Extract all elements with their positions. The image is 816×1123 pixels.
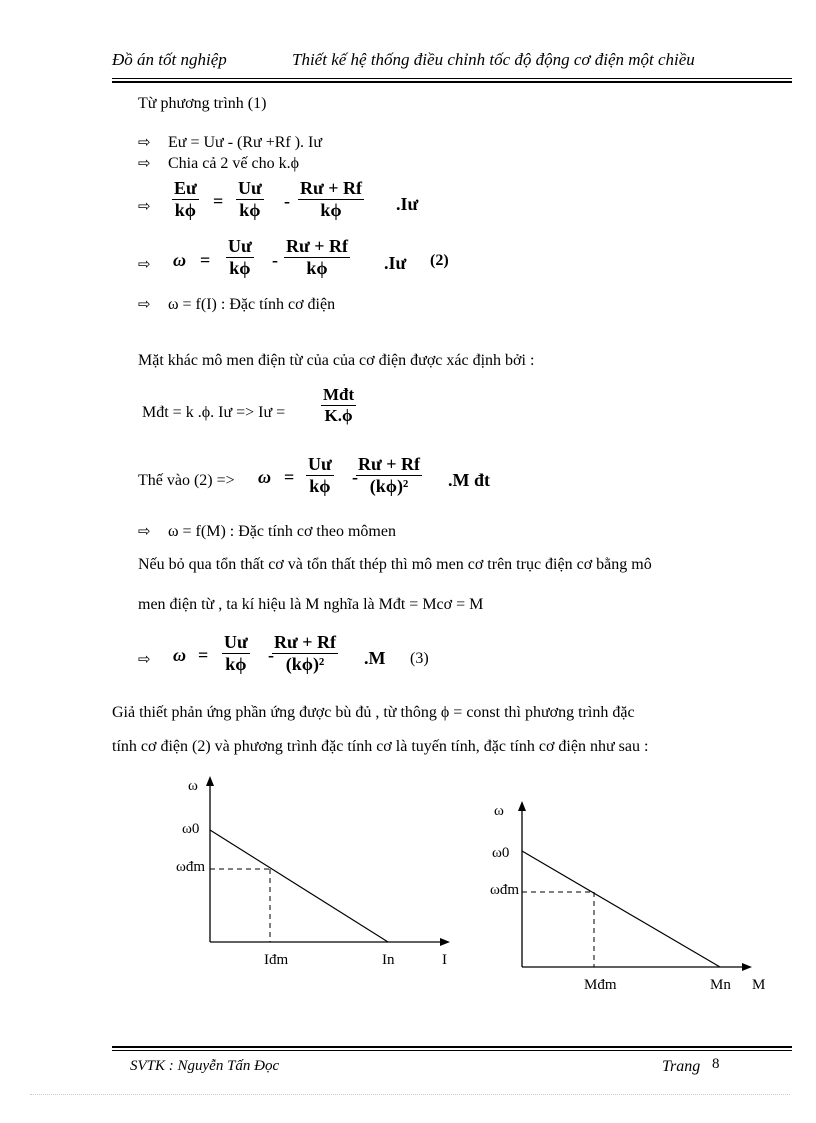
arrow-icon: ⇨ — [138, 650, 151, 668]
paragraph-moment: Mặt khác mô men điện từ của của cơ điện được xác định bởi : — [138, 352, 535, 369]
footer-page-number: 8 — [712, 1056, 720, 1072]
frac-r-over-kphi: Rư + Rf kϕ — [300, 178, 363, 220]
page-bottom-dotted-rule — [30, 1094, 790, 1095]
footer-author: SVTK : Nguyễn Tấn Đọc — [130, 1058, 280, 1074]
i-dm-label: Iđm — [264, 952, 289, 968]
paragraph-assume-2: tính cơ điện (2) và phương trình đặc tính cơ là tuyến tính, đặc tính cơ điện như sau : — [112, 738, 649, 755]
eq3a-frac-r: Rư + Rf (kϕ)² — [358, 454, 421, 496]
frac-u-over-kphi: Uư kϕ — [238, 178, 262, 220]
m-dm-label: Mđm — [584, 977, 617, 993]
omega-dm-label: ωđm — [490, 882, 520, 898]
x-axis-arrow — [440, 938, 450, 946]
eq2-tail: .Iư — [384, 253, 407, 273]
omega-symbol: ω — [258, 467, 272, 487]
x-axis-label: M — [752, 977, 766, 993]
frac1-tail: .Iư — [396, 194, 419, 214]
header-rule-thin — [112, 78, 792, 79]
arrow-icon: ⇨ — [138, 295, 151, 313]
m-n-label: Mn — [710, 977, 731, 993]
paragraph-loss-1: Nếu bỏ qua tổn thất cơ và tổn thất thép thì mô men cơ trên trục điện cơ bằng mô — [138, 556, 652, 573]
graph-right — [486, 795, 786, 1005]
divide-line: Chia cả 2 vế cho k.ϕ — [168, 155, 300, 172]
x-axis-label: I — [442, 952, 447, 968]
mdt-equation: Mđt = k .ϕ. Iư => Iư = — [142, 404, 286, 421]
eq2-frac-r: Rư + Rf kϕ — [286, 236, 349, 278]
omega-f-m: ω = f(M) : Đặc tính cơ theo mômen — [168, 523, 396, 540]
header-title-right: Thiết kế hệ thống điều chỉnh tốc độ động cơ điện một chiều — [292, 50, 695, 69]
y-axis-arrow — [206, 776, 214, 786]
eq3a-frac-u: Uư kϕ — [308, 454, 332, 496]
eq3-tail: .M — [364, 648, 386, 668]
arrow-icon: ⇨ — [138, 197, 151, 215]
eq3-frac-r: Rư + Rf (kϕ)² — [274, 632, 337, 674]
omega0-label: ω0 — [492, 845, 510, 861]
i-n-label: In — [382, 952, 395, 968]
frac-e-over-kphi: Eư kϕ — [174, 178, 197, 220]
characteristic-line — [522, 851, 720, 967]
header-title-left: Đồ án tốt nghiệp — [112, 50, 227, 69]
paragraph-loss-2: men điện từ , ta kí hiệu là M nghĩa là Mđt = Mcơ = M — [138, 596, 484, 613]
omega-f-i: ω = f(I) : Đặc tính cơ điện — [168, 296, 336, 313]
footer-rule-thin — [112, 1050, 792, 1051]
substitute-label: Thế vào (2) => — [138, 472, 235, 489]
omega0-label: ω0 — [182, 821, 200, 837]
arrow-icon: ⇨ — [138, 133, 151, 151]
y-axis-arrow — [518, 801, 526, 811]
intro-line: Từ phương trình (1) — [138, 95, 267, 112]
omega-symbol: ω — [173, 645, 187, 665]
arrow-icon: ⇨ — [138, 522, 151, 540]
y-axis-label: ω — [494, 803, 504, 819]
characteristic-line — [210, 830, 388, 942]
graph-left — [170, 770, 470, 980]
paragraph-assume-1: Giả thiết phản ứng phần ứng được bù đủ , từ thông ϕ = const thì phương trình đặc — [112, 704, 635, 721]
footer-rule-thick — [112, 1046, 792, 1048]
header-rule-thick — [112, 81, 792, 83]
omega-symbol: ω — [173, 250, 187, 270]
omega-dm-label: ωđm — [176, 859, 206, 875]
eq3-frac-u: Uư kϕ — [224, 632, 248, 674]
eq3a-tail: .M đt — [448, 470, 490, 490]
eq2-frac-u: Uư kϕ — [228, 236, 252, 278]
arrow-icon: ⇨ — [138, 255, 151, 273]
mdt-frac: Mđt K.ϕ — [323, 385, 355, 425]
x-axis-arrow — [742, 963, 752, 971]
eq2-label: (2) — [430, 252, 449, 269]
footer-page-label: Trang — [662, 1058, 701, 1075]
equation-e: Eư = Uư - (Rư +Rf ). Iư — [168, 134, 323, 151]
y-axis-label: ω — [188, 778, 198, 794]
arrow-icon: ⇨ — [138, 154, 151, 172]
eq3-label: (3) — [410, 650, 429, 667]
